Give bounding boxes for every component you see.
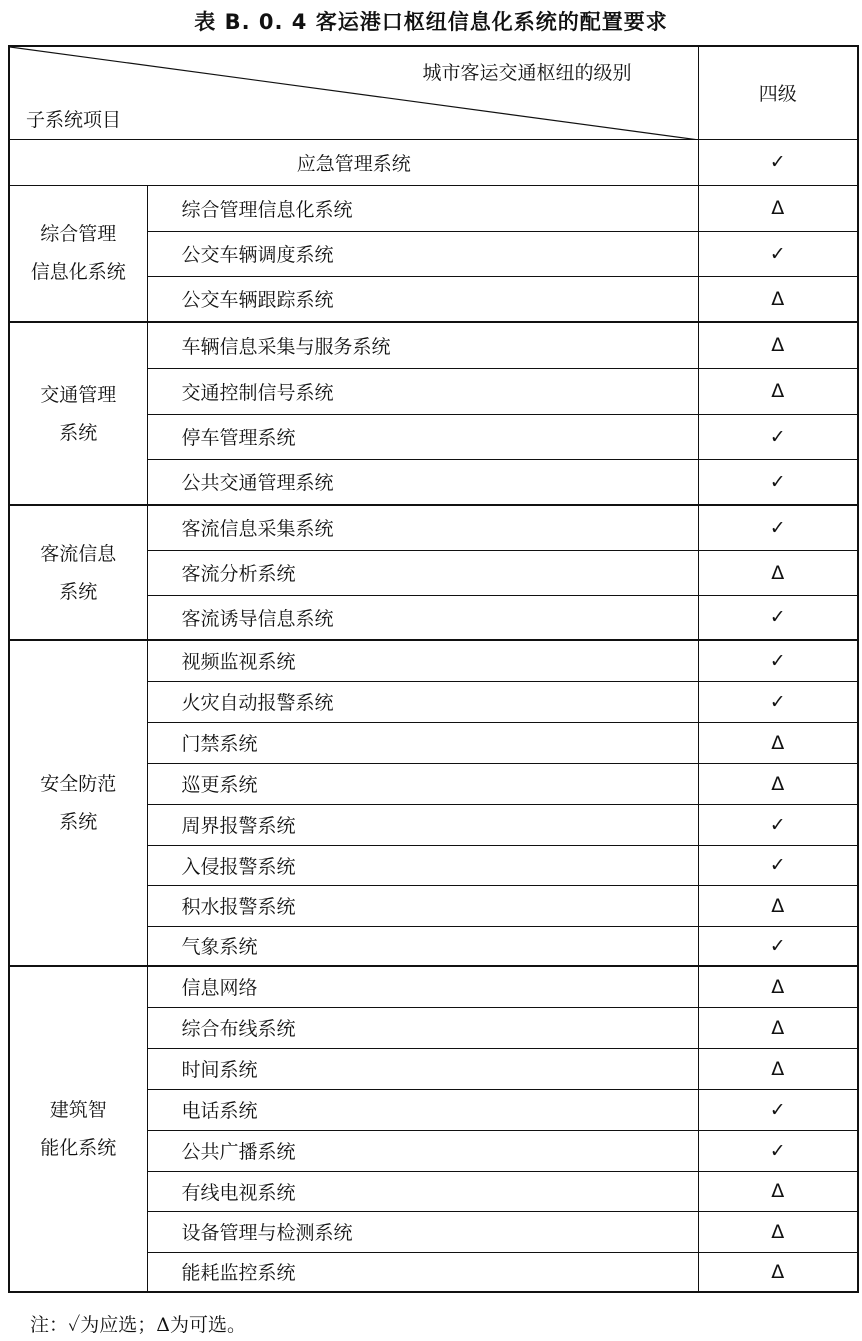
group-label <box>9 505 147 640</box>
subsystem-name: 客流诱导信息系统 <box>147 595 698 640</box>
subsystem-name: 巡更系统 <box>147 763 698 804</box>
subsystem-name: 交通控制信号系统 <box>147 368 698 414</box>
diagonal-header-cell <box>9 46 698 139</box>
subsystem-name: 车辆信息采集与服务系统 <box>147 322 698 368</box>
group-label-line: 信息化系统 <box>30 261 126 284</box>
emergency-mark: ✓ <box>698 139 858 185</box>
table-row <box>9 966 858 1007</box>
subsystem-name: 有线电视系统 <box>147 1171 698 1211</box>
header-row <box>9 46 858 139</box>
requirement-mark: ✓ <box>698 1130 858 1171</box>
subsystem-name: 火灾自动报警系统 <box>147 681 698 722</box>
emergency-label: 应急管理系统 <box>9 139 698 185</box>
subsystem-name: 公共交通管理系统 <box>147 459 698 505</box>
table-row <box>9 322 858 368</box>
requirement-mark: Δ <box>698 966 858 1007</box>
table-row <box>9 505 858 550</box>
requirement-mark: ✓ <box>698 681 858 722</box>
subsystem-name: 积水报警系统 <box>147 885 698 926</box>
group-label-line: 客流信息 <box>40 542 117 565</box>
requirement-mark: Δ <box>698 185 858 231</box>
subsystem-item-label: 子系统项目 <box>26 109 122 131</box>
hub-level-label: 城市客运交通枢纽的级别 <box>422 62 632 84</box>
footnote: 注：✓为应选；Δ为可选。 <box>30 1314 246 1336</box>
requirement-mark: ✓ <box>698 640 858 681</box>
level-header: 四级 <box>698 46 858 139</box>
requirement-mark: Δ <box>698 550 858 595</box>
table-row <box>9 640 858 681</box>
subsystem-name: 气象系统 <box>147 926 698 966</box>
requirement-mark: ✓ <box>698 1089 858 1130</box>
table-row <box>9 185 858 231</box>
subsystem-name: 设备管理与检测系统 <box>147 1211 698 1252</box>
subsystem-name: 公共广播系统 <box>147 1130 698 1171</box>
subsystem-name: 公交车辆调度系统 <box>147 231 698 276</box>
subsystem-name: 综合布线系统 <box>147 1007 698 1048</box>
group-label-line: 综合管理 <box>40 223 117 246</box>
requirement-mark: ✓ <box>698 845 858 885</box>
group-label-line: 系统 <box>59 421 98 444</box>
subsystem-name: 公交车辆跟踪系统 <box>147 276 698 322</box>
group-label-line: 能化系统 <box>40 1137 117 1159</box>
requirement-mark: Δ <box>698 1171 858 1211</box>
requirement-mark: Δ <box>698 1048 858 1089</box>
group-label <box>9 966 147 1292</box>
group-label <box>9 640 147 966</box>
requirement-mark: Δ <box>698 1252 858 1292</box>
table-title: 表 B. 0. 4 客运港口枢纽信息化系统的配置要求 <box>194 10 668 34</box>
requirement-mark: ✓ <box>698 414 858 459</box>
group-label <box>9 322 147 505</box>
requirement-mark: ✓ <box>698 926 858 966</box>
requirement-mark: Δ <box>698 322 858 368</box>
emergency-row <box>9 139 858 185</box>
requirement-mark: Δ <box>698 1211 858 1252</box>
requirement-mark: ✓ <box>698 459 858 505</box>
subsystem-name: 客流信息采集系统 <box>147 505 698 550</box>
requirement-mark: ✓ <box>698 231 858 276</box>
subsystem-name: 信息网络 <box>147 966 698 1007</box>
group-label-line: 系统 <box>59 811 98 833</box>
requirement-mark: Δ <box>698 885 858 926</box>
subsystem-name: 客流分析系统 <box>147 550 698 595</box>
subsystem-name: 综合管理信息化系统 <box>147 185 698 231</box>
group-label-line: 安全防范 <box>40 773 117 795</box>
group-label <box>9 185 147 322</box>
subsystem-name: 视频监视系统 <box>147 640 698 681</box>
subsystem-name: 停车管理系统 <box>147 414 698 459</box>
requirement-mark: Δ <box>698 763 858 804</box>
subsystem-name: 时间系统 <box>147 1048 698 1089</box>
requirement-mark: Δ <box>698 1007 858 1048</box>
group-label-line: 交通管理 <box>40 383 117 406</box>
subsystem-name: 能耗监控系统 <box>147 1252 698 1292</box>
requirement-mark: ✓ <box>698 595 858 640</box>
group-label-line: 系统 <box>59 580 98 603</box>
requirement-mark: Δ <box>698 722 858 763</box>
config-table <box>8 45 859 1293</box>
group-label-line: 建筑智 <box>49 1099 107 1121</box>
requirement-mark: Δ <box>698 368 858 414</box>
requirement-mark: Δ <box>698 276 858 322</box>
subsystem-name: 电话系统 <box>147 1089 698 1130</box>
subsystem-name: 门禁系统 <box>147 722 698 763</box>
subsystem-name: 周界报警系统 <box>147 804 698 845</box>
subsystem-name: 入侵报警系统 <box>147 845 698 885</box>
requirement-mark: ✓ <box>698 804 858 845</box>
requirement-mark: ✓ <box>698 505 858 550</box>
